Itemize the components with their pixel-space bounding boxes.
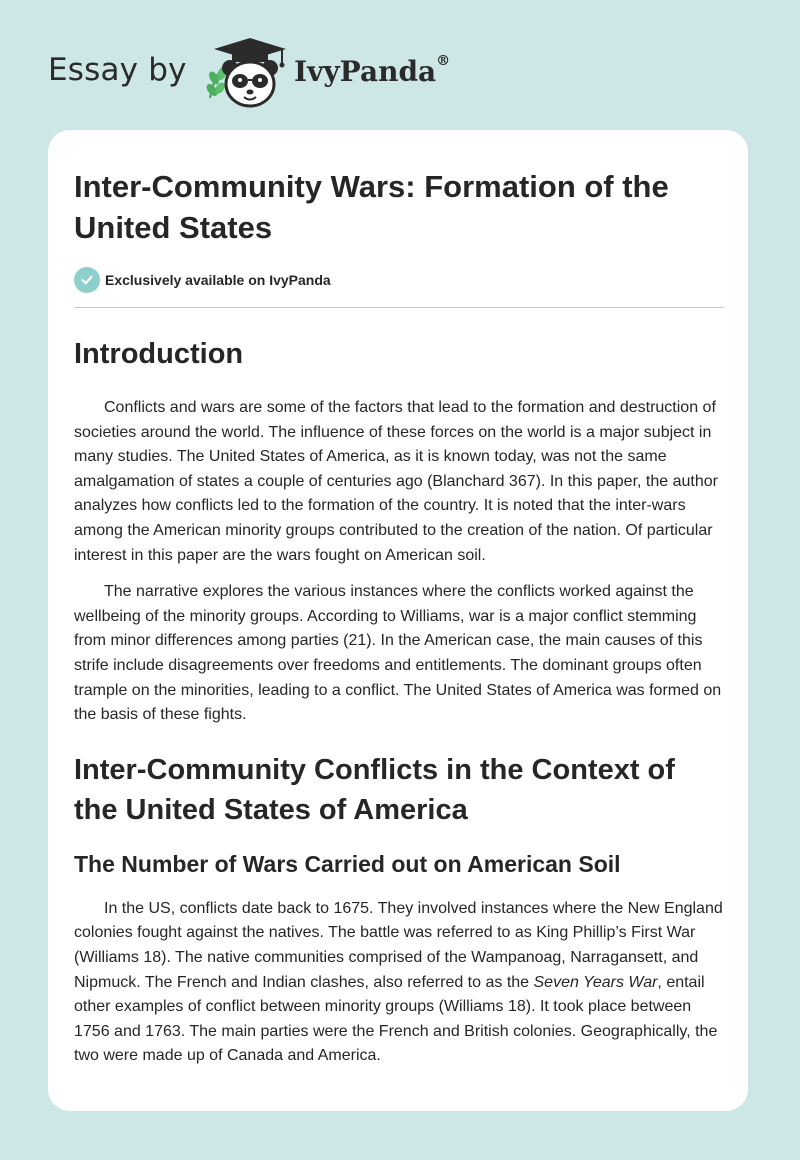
paragraph: The narrative explores the various instances where the conflicts worked against the wellbeing of the minority groups. According to Williams, war is a major conflict stemming from minor differences among parties (21). In the American case, the main causes of this strife include disagreements over freedoms and entitlements. The dominant groups often trample on the minorities, leading to a conflict. The United States of America was formed on the basis of these fights. [74,583,722,724]
section-heading-introduction: Introduction [74,338,244,370]
brand-header[interactable] [48,34,468,110]
subsection-heading-wars: The Number of Wars Carried out on American Soil [74,850,621,877]
brand-name: IvyPanda® [294,53,451,88]
divider [74,307,724,308]
paragraph: In the US, conflicts date back to 1675. They involved instances where the New England colonies fought against the natives. The battle was referred to as King Phillip’s First War (Williams 18). The native communities comprised of the Wampanoag, Narragansett, and Nipmuck. The French and Indian clashes, also referred to as the Seven Years War, entail other examples of conflict between minority groups (Williams 18). It took place between 1756 and 1763. The main parties were the French and British colonies. Geographically, the two were made up of Canada and America. [74,899,723,1065]
exclusive-badge [74,267,724,293]
essay-content [74,130,724,1069]
essay-card [48,130,748,1111]
panda-graduate-icon [202,34,294,110]
brand-prefix: Essay by [48,52,187,88]
essay-title: Inter-Community Wars: Formation of the United States [74,169,669,245]
italic-term: Seven Years War [533,973,658,991]
section-heading-conflicts: Inter-Community Conflicts in the Context of the United States of America [74,753,675,826]
exclusive-badge-text: Exclusively available on IvyPanda [105,272,331,288]
paragraph: Conflicts and wars are some of the factors that lead to the formation and destruction of societies around the world. The influence of these forces on the world is a major subject in many studies. The United States of America, as it is known today, was not the same amalgamation of states a couple of centuries ago (Blanchard 367). In this paper, the author analyzes how conflicts led to the formation of the country. It is noted that the inter-wars among the American minority groups contributed to the creation of the nation. Of particular interest in this paper are the wars fought on American soil. [74,399,718,564]
check-circle-icon [74,267,100,293]
